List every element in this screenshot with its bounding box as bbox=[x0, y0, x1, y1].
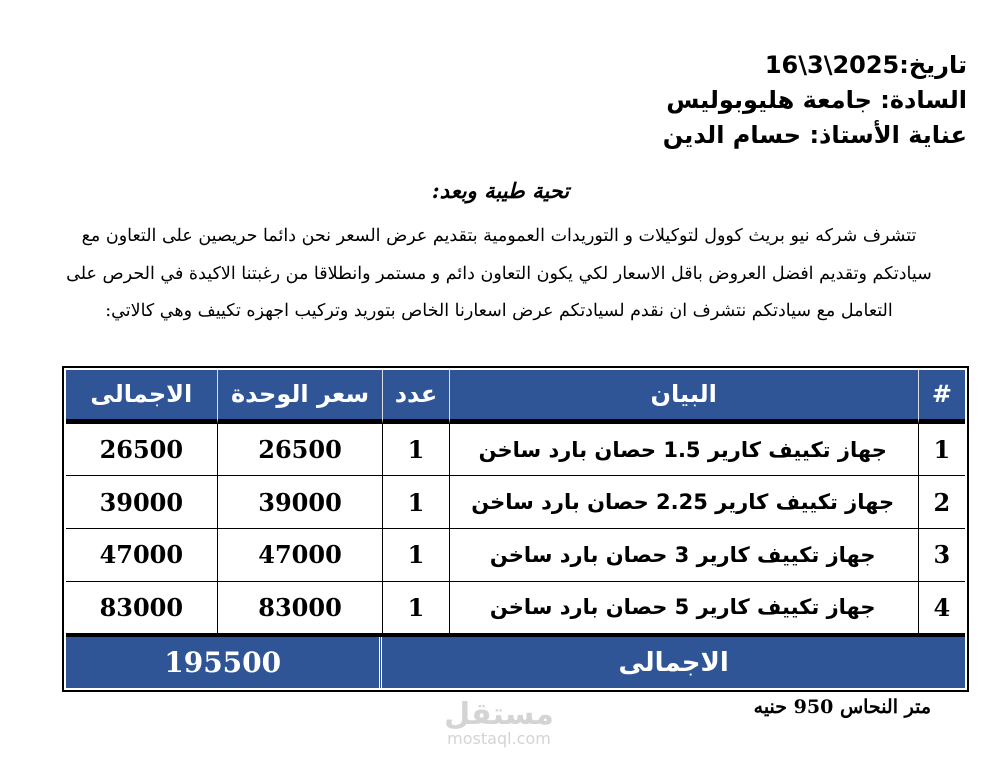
table-row bbox=[66, 529, 965, 582]
column-header-description: البيان bbox=[449, 370, 918, 424]
intro-line: سيادتكم وتقديم افضل العروض باقل الاسعار لكي يكون التعاون دائم و مستمر وانطلاقا من رغبتنا الاكيدة في الحرص على bbox=[66, 263, 932, 284]
intro-paragraph bbox=[34, 218, 964, 331]
mostaql-watermark bbox=[434, 697, 564, 748]
cell-total: 26500 bbox=[66, 424, 217, 477]
cell-index: 1 bbox=[918, 424, 965, 477]
quote-table bbox=[66, 370, 965, 688]
cell-unit-price: 39000 bbox=[217, 476, 383, 529]
cell-description: جهاز تكييف كارير 2.25 حصان بارد ساخن bbox=[449, 476, 918, 529]
cell-index: 4 bbox=[918, 582, 965, 638]
date-line: تاريخ:2025\3\16 bbox=[764, 51, 967, 79]
cell-index: 2 bbox=[918, 476, 965, 529]
grand-total-label: الاجمالى bbox=[382, 637, 965, 688]
recipient-line: السادة: جامعة هليوبوليس bbox=[666, 86, 967, 114]
cell-qty: 1 bbox=[382, 476, 448, 529]
watermark-latin: mostaql.com bbox=[447, 729, 551, 748]
watermark-arabic: مستقل bbox=[444, 697, 554, 732]
column-header-unit-price: سعر الوحدة bbox=[217, 370, 383, 424]
letter-header bbox=[663, 48, 967, 153]
cell-total: 83000 bbox=[66, 582, 217, 638]
cell-unit-price: 26500 bbox=[217, 424, 383, 477]
greeting: تحية طيبة وبعد: bbox=[431, 178, 570, 203]
cell-description: جهاز تكييف كارير 1.5 حصان بارد ساخن bbox=[449, 424, 918, 477]
column-header-qty: عدد bbox=[382, 370, 448, 424]
column-header-total: الاجمالى bbox=[66, 370, 217, 424]
cell-unit-price: 47000 bbox=[217, 529, 383, 582]
table-row bbox=[66, 582, 965, 638]
intro-line: التعامل مع سيادتكم نتشرف ان نقدم لسيادتكم عرض اسعارنا الخاص بتوريد وتركيب اجهزه تكييف وهي كالاتي: bbox=[105, 301, 893, 321]
table-row bbox=[66, 424, 965, 477]
attention-line: عناية الأستاذ: حسام الدين bbox=[662, 121, 967, 149]
copper-pipe-note: متر النحاس 950 حنيه bbox=[753, 696, 931, 718]
cell-unit-price: 83000 bbox=[217, 582, 383, 638]
cell-description: جهاز تكييف كارير 5 حصان بارد ساخن bbox=[449, 582, 918, 638]
table-header-row bbox=[66, 370, 965, 424]
intro-line: تتشرف شركه نيو بريث كوول لتوكيلات و التوريدات العمومية بتقديم عرض السعر نحن دائما حريصين على التعاون مع bbox=[81, 226, 917, 246]
cell-qty: 1 bbox=[382, 424, 448, 477]
cell-qty: 1 bbox=[382, 529, 448, 582]
cell-total: 39000 bbox=[66, 476, 217, 529]
column-header-index: # bbox=[918, 370, 965, 424]
grand-total-row bbox=[66, 637, 965, 688]
cell-index: 3 bbox=[918, 529, 965, 582]
grand-total-value: 195500 bbox=[66, 637, 382, 688]
quote-table-frame bbox=[62, 366, 969, 692]
cell-description: جهاز تكييف كارير 3 حصان بارد ساخن bbox=[449, 529, 918, 582]
cell-qty: 1 bbox=[382, 582, 448, 638]
cell-total: 47000 bbox=[66, 529, 217, 582]
table-row bbox=[66, 476, 965, 529]
